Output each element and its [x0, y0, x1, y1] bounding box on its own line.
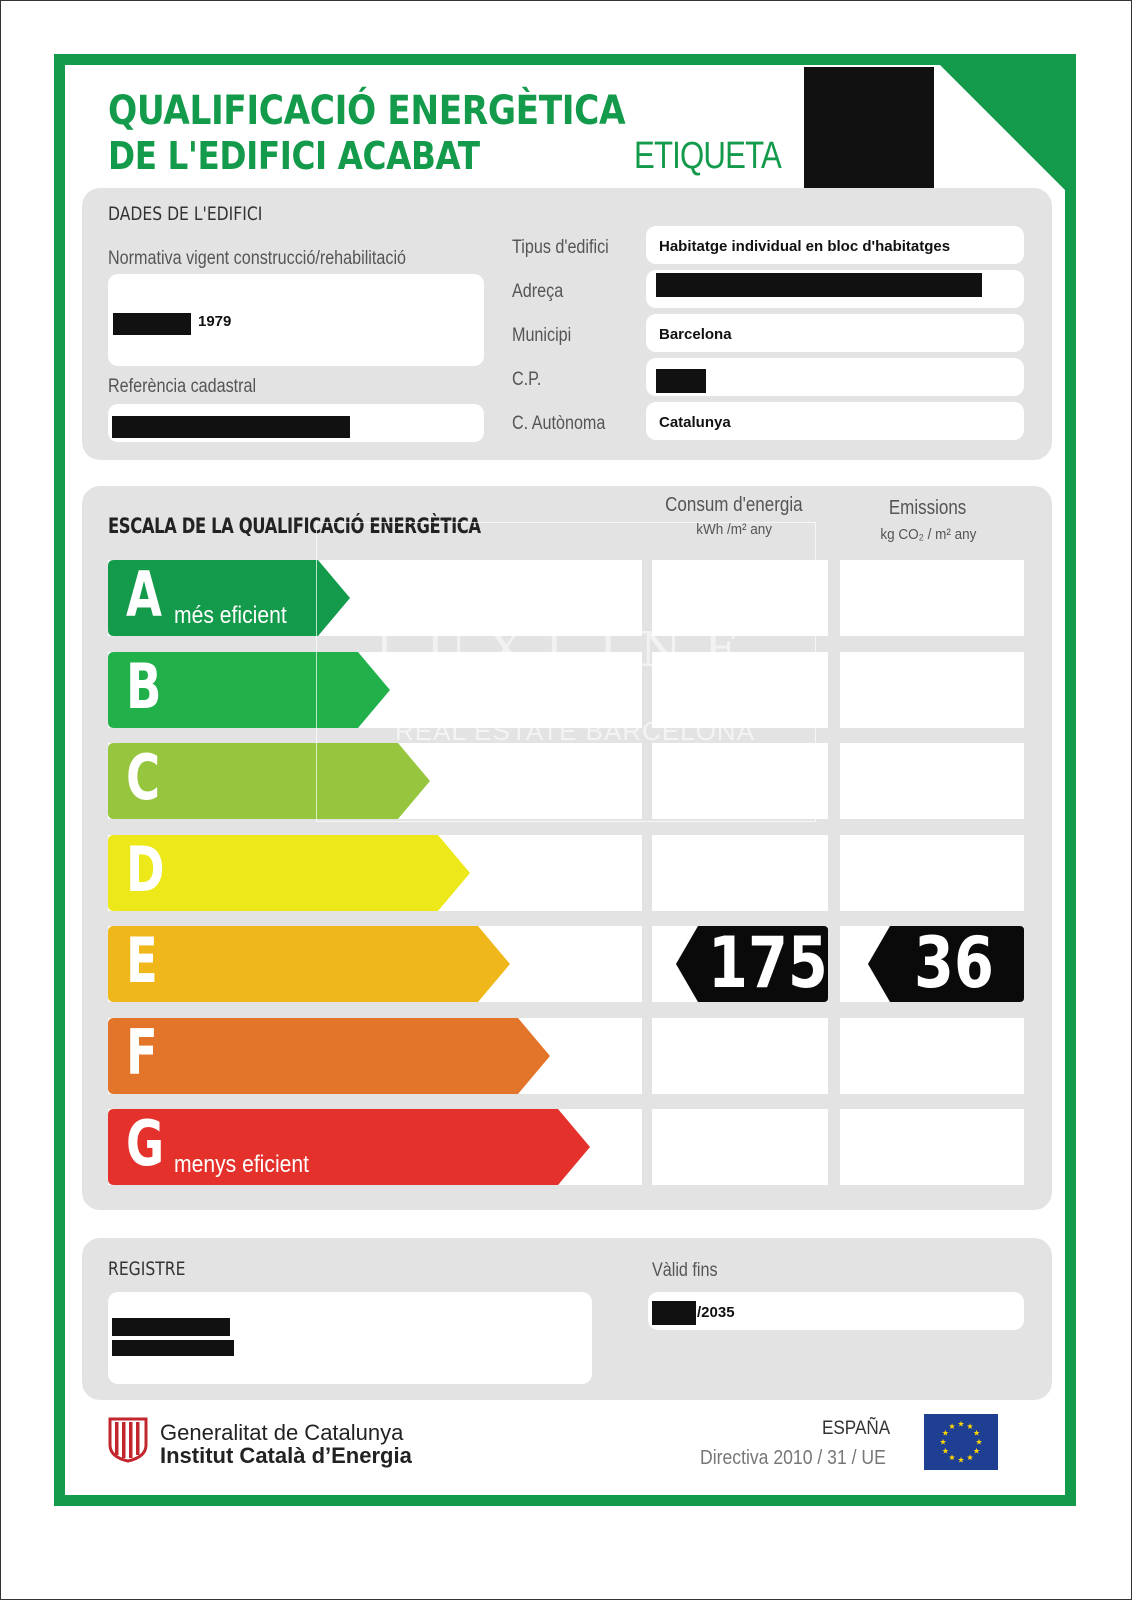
scale-cell-emissions-a — [840, 560, 1024, 636]
valid-value: /2035 — [697, 1304, 735, 1321]
title-line1: QUALIFICACIÓ ENERGÈTICA — [108, 88, 626, 134]
class-subtitle-a: més eficient — [174, 602, 287, 629]
directive-label: Directiva 2010 / 31 / UE — [700, 1447, 886, 1469]
redacted-adreca — [656, 273, 982, 297]
adreca-label: Adreça — [512, 281, 564, 302]
class-letter-a: A — [126, 558, 162, 631]
consum-unit: kWh /m² any — [696, 521, 772, 538]
class-letter-f: F — [126, 1016, 158, 1089]
normativa-value: 1979 — [198, 313, 232, 330]
cp-label: C.P. — [512, 369, 542, 390]
class-arrow-shape-e — [108, 926, 510, 1002]
class-arrow-f — [108, 1018, 550, 1094]
watermark-line1: LUXLINE — [375, 622, 761, 678]
generalitat-name: Generalitat de Catalunya — [160, 1420, 404, 1445]
class-arrow-shape-f — [108, 1018, 550, 1094]
redacted-registre-2 — [112, 1340, 234, 1356]
scale-cell-consum-d — [652, 835, 828, 911]
class-letter-c: C — [126, 741, 161, 814]
redacted-registre-1 — [112, 1318, 230, 1336]
municipi-label: Municipi — [512, 325, 572, 346]
redacted-normativa — [113, 313, 191, 335]
emissions-title: Emissions — [889, 497, 967, 519]
scale-section-title: ESCALA DE LA QUALIFICACIÓ ENERGÈTICA — [108, 514, 481, 538]
autonoma-value: Catalunya — [659, 414, 731, 431]
class-letter-e: E — [126, 924, 158, 997]
valid-label: Vàlid fins — [652, 1260, 718, 1281]
tipus-value: Habitatge individual en bloc d'habitatges — [659, 238, 951, 255]
scale-cell-emissions-b — [840, 652, 1024, 728]
redacted-box — [804, 67, 934, 193]
class-letter-g: G — [126, 1107, 165, 1180]
tipus-label: Tipus d'edifici — [512, 237, 609, 258]
institut-name: Institut Català d’Energia — [160, 1443, 412, 1468]
redacted-referencia — [112, 416, 350, 438]
class-letter-d: D — [126, 833, 165, 906]
normativa-label: Normativa vigent construcció/rehabilitació — [108, 248, 407, 269]
autonoma-label: C. Autònoma — [512, 413, 606, 434]
title-line2: DE L'EDIFICI ACABAT — [108, 134, 480, 178]
emissions-indicator-value: 36 — [914, 922, 994, 1004]
redacted-valid — [652, 1301, 696, 1325]
scale-cell-consum-g — [652, 1109, 828, 1185]
class-letter-b: B — [126, 650, 162, 723]
consum-indicator-value: 175 — [708, 922, 828, 1004]
redacted-cp — [656, 369, 706, 393]
class-subtitle-g: menys eficient — [174, 1151, 309, 1178]
scale-cell-emissions-g — [840, 1109, 1024, 1185]
scale-cell-emissions-f — [840, 1018, 1024, 1094]
emissions-unit: kg CO₂ / m² any — [879, 526, 977, 543]
referencia-label: Referència cadastral — [108, 376, 257, 397]
municipi-value: Barcelona — [659, 326, 732, 343]
emissions-indicator — [868, 922, 1024, 1004]
catalonia-coat-of-arms-icon — [108, 1417, 148, 1463]
watermark-line2: REAL ESTATE BARCELONA — [395, 716, 756, 746]
label-corner — [940, 65, 1065, 190]
country-label: ESPAÑA — [822, 1418, 891, 1439]
etiqueta-label: ETIQUETA — [634, 135, 781, 177]
class-arrow-e — [108, 926, 510, 1002]
scale-cell-consum-f — [652, 1018, 828, 1094]
class-arrow-d — [108, 835, 470, 911]
class-arrow-g — [108, 1109, 590, 1185]
scale-cell-emissions-c — [840, 743, 1024, 819]
class-arrow-a — [108, 560, 350, 636]
emissions-header — [834, 497, 1022, 544]
consum-title: Consum d'energia — [665, 494, 803, 516]
scale-cell-emissions-d — [840, 835, 1024, 911]
consum-indicator — [676, 922, 828, 1004]
registre-title: REGISTRE — [108, 1258, 186, 1280]
eu-flag-icon — [924, 1414, 998, 1470]
registre-field — [108, 1292, 592, 1384]
building-section-title: DADES DE L'EDIFICI — [108, 203, 263, 225]
